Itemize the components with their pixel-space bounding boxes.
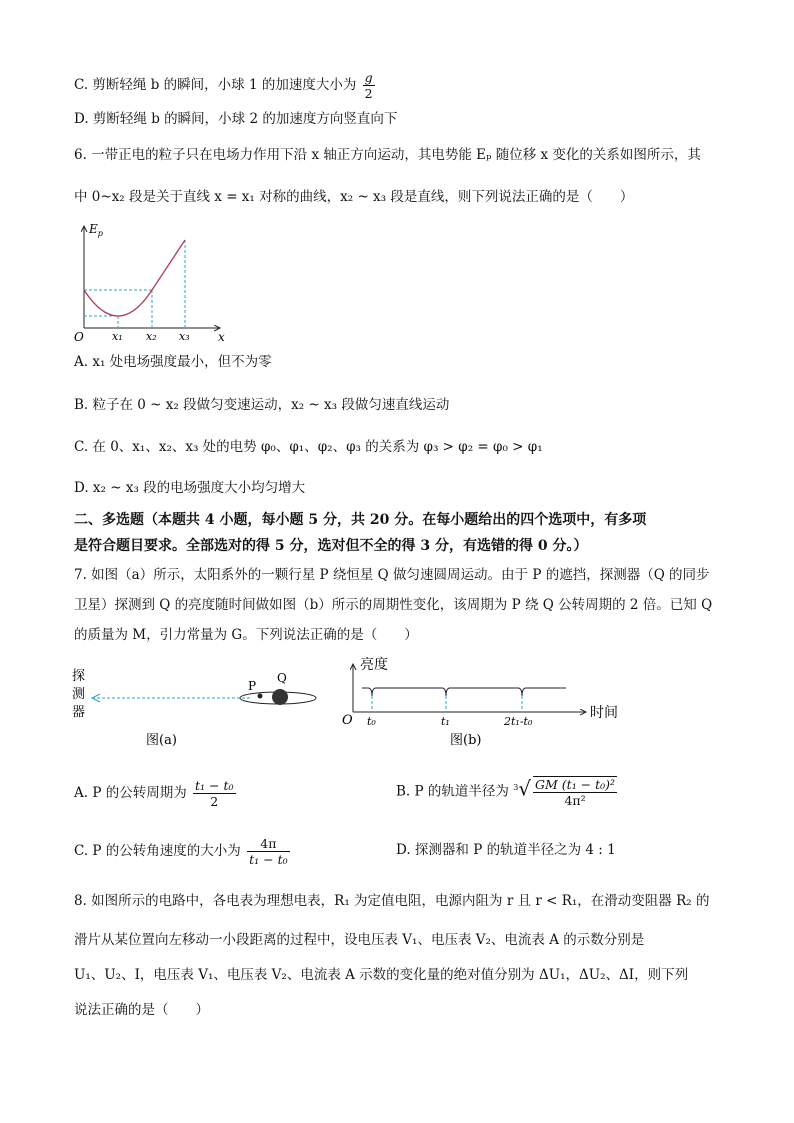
fig-b-y-label: 亮度 <box>360 657 388 673</box>
label-q: Q <box>277 671 287 685</box>
fraction-numerator: t₁ − t₀ <box>195 778 234 793</box>
q6-option-d: D. x₂ ~ x₃ 段的电场强度大小均匀增大 <box>74 480 306 496</box>
q7-option-c-text: C. P 的公转角速度的大小为 <box>74 843 241 859</box>
x-axis-label: x <box>218 330 225 343</box>
q8-line1: 8. 如图所示的电路中，各电表为理想电表，R₁ 为定值电阻，电源内阻为 r 且 r < R₁，在滑动变阻器 R₂ 的 <box>74 893 710 909</box>
q8-line4: 说法正确的是（ ） <box>74 1002 209 1018</box>
y-axis-label: $E_p$ <box>89 222 103 238</box>
tick-x1: x₁ <box>112 330 123 343</box>
q7-option-b-text: B. P 的轨道半径为 <box>396 783 509 800</box>
detector-char-3: 器 <box>72 705 86 720</box>
q7-option-c <box>74 836 292 867</box>
q5-option-c-fraction <box>363 70 375 101</box>
q7-option-c-fraction <box>247 836 290 867</box>
q5-option-c-text: C. 剪断轻绳 b 的瞬间，小球 1 的加速度大小为 <box>74 77 357 93</box>
q7-stem-line3: 的质量为 M，引力常量为 G。下列说法正确的是（ ） <box>74 627 418 643</box>
q7-stem-line1: 7. 如图（a）所示，太阳系外的一颗行星 P 绕恒星 Q 做匀速圆周运动。由于 P 的遮挡，探测器（Q 的同步 <box>74 567 710 583</box>
brightness-curve <box>362 688 566 696</box>
q5-option-d: D. 剪断轻绳 b 的瞬间，小球 2 的加速度方向竖直向下 <box>74 111 398 127</box>
ep-curve <box>84 240 185 316</box>
fraction-denominator: 4π² <box>564 793 586 808</box>
detector-char-1: 探 <box>72 669 86 684</box>
figure-b-caption: 图(b) <box>450 733 482 748</box>
q6-option-b: B. 粒子在 0 ~ x₂ 段做匀变速运动，x₂ ~ x₃ 段做匀速直线运动 <box>74 397 450 413</box>
q7-option-b <box>396 776 619 808</box>
q6-option-c: C. 在 0、x₁、x₂、x₃ 处的电势 φ₀、φ₁、φ₂、φ₃ 的关系为 φ₃ > φ₂ = φ₀ > φ₁ <box>74 439 543 455</box>
tick-t1: t₁ <box>441 715 450 728</box>
section2-line1: 二、多选题（本题共 4 小题，每小题 5 分，共 20 分。在每小题给出的四个选项中，有多项 <box>74 512 647 528</box>
detector-char-2: 测 <box>72 687 86 702</box>
q7-stem-line2: 卫星）探测到 Q 的亮度随时间做如图（b）所示的周期性变化，该周期为 P 绕 Q 公转周期的 2 倍。已知 Q <box>74 597 713 613</box>
tick-t0: t₀ <box>367 715 376 728</box>
fraction-denominator: t₁ − t₀ <box>249 852 288 867</box>
q6-stem-line2: 中 0~x₂ 段是关于直线 x = x₁ 对称的曲线，x₂ ~ x₃ 段是直线，则下列说法正确的是（ ） <box>74 189 634 205</box>
q5-option-c <box>74 70 377 101</box>
q6-ep-graph <box>70 218 240 343</box>
planet-p <box>258 694 263 699</box>
q7-option-b-fraction <box>533 776 617 808</box>
label-p: P <box>248 679 257 693</box>
fraction-denominator: 2 <box>210 794 219 809</box>
fraction-numerator: 4π <box>247 836 290 852</box>
star-q <box>272 689 288 705</box>
tick-x2: x₂ <box>146 330 157 343</box>
root-index: 3 <box>513 783 519 792</box>
q6-stem-line1: 6. 一带正电的粒子只在电场力作用下沿 x 轴正方向运动，其电势能 Eₚ 随位移 x 变化的关系如图所示，其 <box>74 147 701 163</box>
q7-option-a-fraction <box>193 778 236 809</box>
figure-a-caption: 图(a) <box>146 733 177 748</box>
q7-option-a-text: A. P 的公转周期为 <box>74 785 187 801</box>
tick-t2: 2t₁-t₀ <box>504 715 533 728</box>
origin-label: O <box>74 330 84 343</box>
section2-line2: 是符合题目要求。全部选对的得 5 分，选对但不全的得 3 分，有选错的得 0 分。） <box>74 538 588 554</box>
q6-option-a: A. x₁ 处电场强度最小，但不为零 <box>74 354 272 370</box>
fraction-denominator: 2 <box>364 86 373 101</box>
q7-option-a <box>74 778 238 809</box>
fraction-numerator: g <box>364 70 373 85</box>
q8-line3: U₁、U₂、I，电压表 V₁、电压表 V₂、电流表 A 示数的变化量的绝对值分别为 ΔU₁，ΔU₂、ΔI，则下列 <box>74 967 689 983</box>
q8-line2: 滑片从某位置向左移动一小段距离的过程中，设电压表 V₁、电压表 V₂、电流表 A 的示数分别是 <box>74 932 645 948</box>
q7-figure-a <box>70 658 330 753</box>
q7-option-d: D. 探测器和 P 的轨道半径之为 4 : 1 <box>396 842 616 858</box>
root-sign: √ <box>518 776 532 801</box>
fig-b-x-label: 时间 <box>590 705 618 721</box>
q7-figure-b <box>338 650 638 750</box>
fig-b-origin: O <box>342 713 353 728</box>
fraction-numerator: GM (t₁ − t₀)² <box>535 777 616 792</box>
tick-x3: x₃ <box>179 330 190 343</box>
